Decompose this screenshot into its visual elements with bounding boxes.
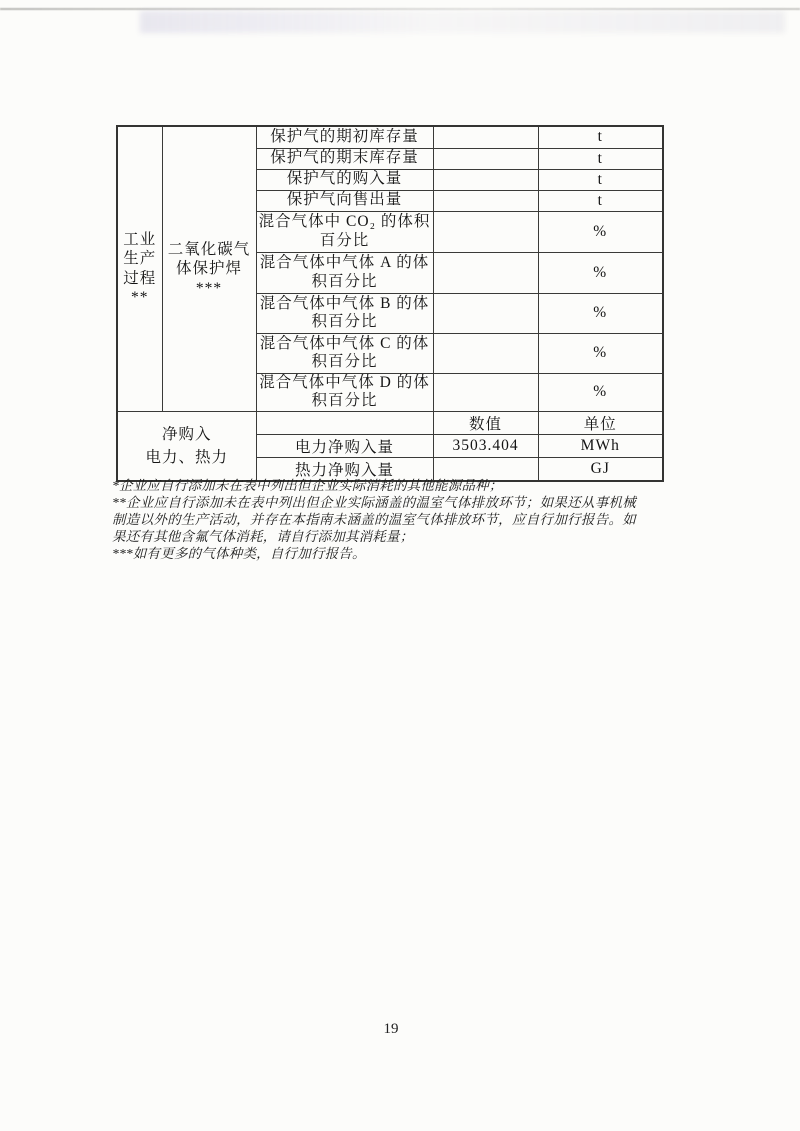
parameter-label: 保护气的期末库存量 [270,149,419,167]
parameter-cell-empty [256,411,433,434]
parameter-label: 积百分比 [311,313,378,330]
scan-edge-artifact [0,8,800,10]
subcategory-line: 体保护焊 [175,260,242,277]
scan-smudge-artifact [140,11,785,33]
footnote-gas-types: ***如有更多的气体种类，自行加行报告。 [112,546,366,561]
table-row [117,126,663,148]
ghg-report-table [116,125,664,482]
parameter-cell [256,373,433,411]
subcategory-cell-co2-shielded-welding [162,126,256,411]
value-cell [433,148,538,169]
parameter-label: 保护气的期初库存量 [270,128,419,145]
page-number: 19 [383,1021,399,1037]
unit-cell: t [538,190,663,211]
category-cell-industrial-process [117,126,162,411]
value-cell [433,126,538,148]
unit-cell: t [538,169,663,190]
parameter-cell: 热力净购入量 [256,457,433,481]
parameter-cell [256,169,433,190]
parameter-label: 混合气体中气体 C 的体 [259,334,430,352]
unit-header-cell: 单位 [538,411,663,434]
unit-cell: GJ [538,457,663,481]
footnotes [112,477,636,562]
parameter-label: 混合气体中 CO₂ 的体积 [258,213,431,230]
parameter-label: 百分比 [319,231,370,249]
table-row [117,411,663,434]
unit-cell: % [538,293,663,333]
parameter-label: 保护气的购入量 [286,170,403,188]
value-cell [433,373,538,411]
unit-cell: % [538,211,663,252]
category-line: 过程 [123,269,157,287]
parameter-label: 保护气向售出量 [286,191,403,209]
category-line: 电力、热力 [145,448,228,466]
parameter-cell [256,148,433,169]
category-line: 净购入 [161,425,212,443]
parameter-label: 积百分比 [311,272,378,290]
value-header-cell: 数值 [433,411,538,434]
parameter-cell [256,211,433,252]
footnote-energy-types: *企业应自行添加未在表中列出但企业实际消耗的其他能源品种； [112,478,503,493]
value-cell [433,252,538,293]
value-cell [433,293,538,333]
unit-cell: t [538,126,663,148]
value-cell [433,333,538,373]
parameter-cell [256,252,433,293]
parameter-cell [256,333,433,373]
parameter-cell [256,126,433,148]
unit-cell: % [538,333,663,373]
value-cell [433,169,538,190]
parameter-cell [256,190,433,211]
category-asterisks: ** [131,289,149,307]
value-cell: 3503.404 [433,434,538,457]
parameter-cell: 电力净购入量 [256,434,433,457]
parameter-label: 混合气体中气体 B 的体 [259,294,430,312]
parameter-cell [256,293,433,333]
footnote-emission-links: **企业应自行添加未在表中列出但企业实际涵盖的温室气体排放环节；如果还从事机械制造以外的生产活动，并存在本指南未涵盖的温室气体排放环节，应自行加行报告。如果还有其他含氟气体消耗，请自行添加其消耗量； [112,495,636,544]
category-cell-net-purchase [117,411,256,481]
unit-cell: t [538,148,663,169]
category-line: 工业 [123,230,157,248]
unit-cell: % [538,373,663,411]
parameter-label: 积百分比 [311,392,378,409]
subcategory-line: 二氧化碳气 [167,240,251,258]
subcategory-asterisks: *** [195,279,223,297]
value-cell [433,190,538,211]
parameter-label: 积百分比 [311,353,378,370]
parameter-label: 混合气体中气体 D 的体 [259,373,430,391]
unit-cell: MWh [538,434,663,457]
value-cell [433,211,538,252]
unit-cell: % [538,252,663,293]
parameter-label: 混合气体中气体 A 的体 [259,254,430,271]
category-line: 生产 [123,250,157,268]
